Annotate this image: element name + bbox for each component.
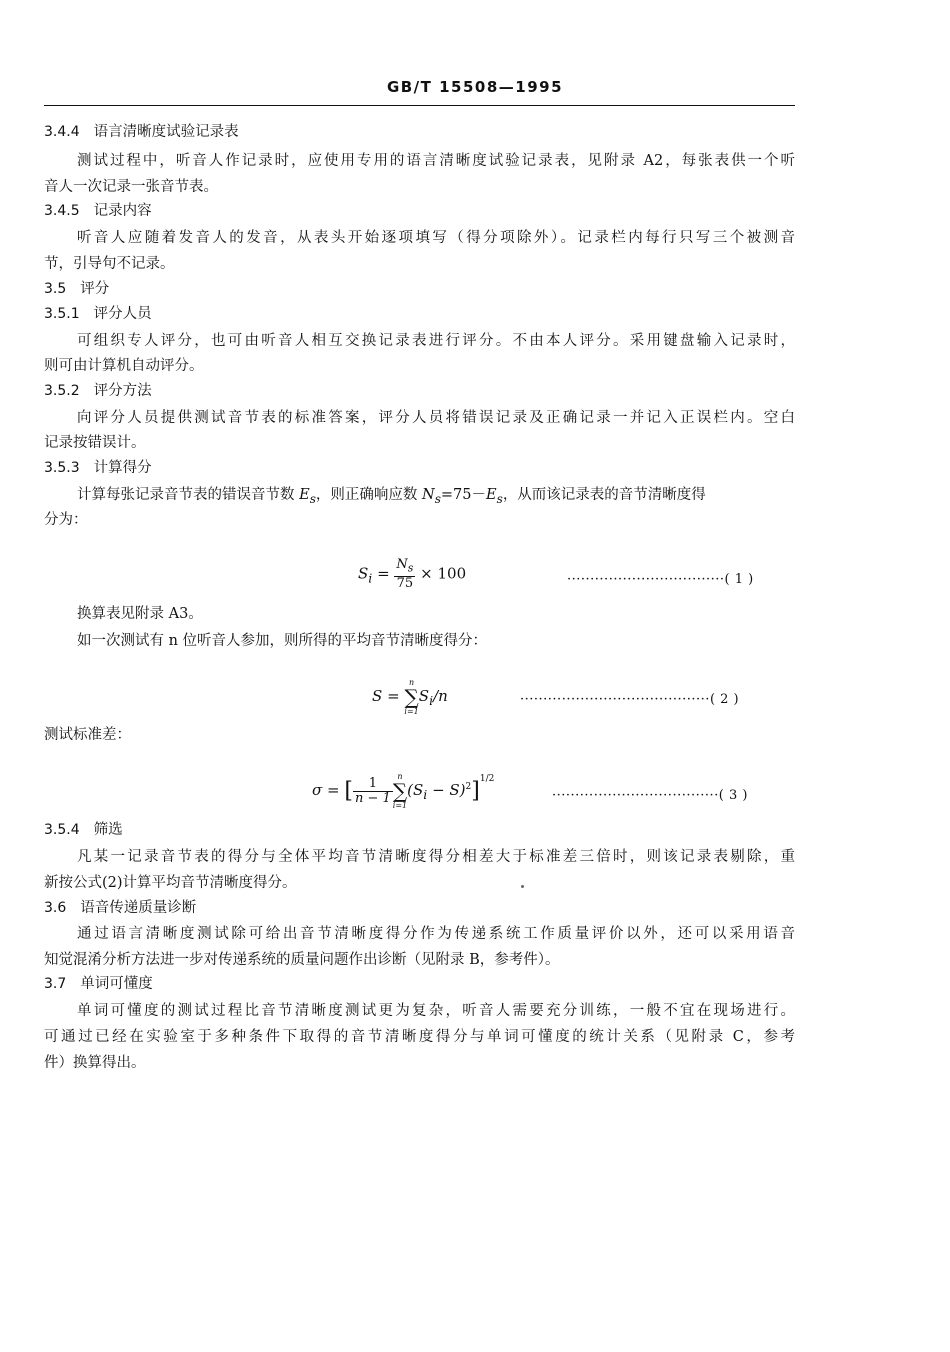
eq-rest: × 100 [420, 564, 467, 583]
paragraph-line: 知觉混淆分析方法进一步对传递系统的质量问题作出诊断（见附录 B，参考件）。 [44, 952, 560, 968]
heading-3-5 [44, 281, 109, 297]
sigma-icon: ∑ [404, 685, 419, 709]
subscript: s [496, 491, 503, 506]
heading-3-7 [44, 976, 153, 992]
paragraph-line: 测试标准差： [44, 727, 131, 743]
equation-number: ( 1 ) [724, 572, 754, 587]
eq-body-sub: i [423, 787, 428, 802]
paragraph-line: 分为： [44, 512, 88, 528]
square-exponent: 2 [465, 782, 472, 792]
heading-3-5-3 [44, 460, 152, 476]
section-number: 3.5.3 [44, 460, 80, 476]
eq-lhs: S [358, 564, 369, 583]
fraction-numerator [394, 558, 415, 577]
paragraph-line: 可通过已经在实验室于多种条件下取得的音节清晰度得分与单词可懂度的统计关系（见附录 C，参考 [44, 1029, 795, 1045]
text-run: =75－ [440, 487, 487, 503]
section-number: 3.5.4 [44, 822, 80, 838]
paragraph-line: 则可由计算机自动评分。 [44, 358, 204, 374]
section-title: 语音传递质量诊断 [80, 900, 197, 916]
paragraph-line: 向评分人员提供测试音节表的标准答案，评分人员将错误记录及正确记录一并记入正误栏内。空白 [77, 410, 795, 426]
eq-rest: /n [433, 687, 448, 705]
paragraph-line: 如一次测试有 n 位听音人参加，则所得的平均音节清晰度得分： [77, 633, 488, 649]
heading-3-4-5 [44, 203, 152, 219]
section-title: 单词可懂度 [80, 976, 153, 992]
heading-3-5-1 [44, 306, 152, 322]
section-number: 3.4.4 [44, 124, 80, 140]
paragraph-line: 件）换算得出。 [44, 1055, 146, 1071]
fraction [353, 777, 393, 806]
eq-equals: = [387, 687, 400, 705]
section-title: 筛选 [93, 822, 123, 838]
section-number: 3.4.5 [44, 203, 80, 219]
header-rule [44, 105, 795, 106]
paragraph-line: 换算表见附录 A3。 [77, 606, 203, 622]
paragraph-line: 音人一次记录一张音节表。 [44, 179, 218, 195]
summation-operator [393, 772, 407, 810]
section-title: 评分人员 [93, 306, 152, 322]
section-title: 评分 [80, 281, 110, 297]
section-number: 3.5.2 [44, 383, 80, 399]
equation-2 [372, 678, 448, 716]
eq-equals: = [377, 564, 390, 583]
paragraph-line: 单词可懂度的测试过程比音节清晰度测试更为复杂，听音人需要充分训练，一般不宜在现场进行。 [77, 1003, 795, 1019]
summation-operator [404, 678, 418, 716]
section-number: 3.7 [44, 976, 67, 992]
paragraph-line: 测试过程中，听音人作记录时，应使用专用的语言清晰度试验记录表，见附录 A2，每张表供一个听 [77, 153, 795, 169]
sum-upper-limit: n [409, 678, 415, 687]
section-title: 记录内容 [93, 203, 152, 219]
section-title: 计算得分 [93, 460, 152, 476]
section-number: 3.6 [44, 900, 67, 916]
numerator-sub: s [407, 561, 414, 575]
equation-leader: ····································( 3 ) [552, 788, 748, 803]
equation-number: ( 3 ) [718, 788, 748, 803]
eq-equals: = [327, 781, 340, 799]
sum-upper-limit: n [397, 772, 403, 781]
paragraph-line: 凡某一记录音节表的得分与全体平均音节清晰度得分相差大于标准差三倍时，则该记录表剔除，重 [77, 849, 795, 865]
heading-3-6 [44, 900, 196, 916]
left-bracket: [ [344, 778, 353, 804]
fraction-denominator [353, 792, 393, 806]
fraction-numerator: 1 [353, 777, 393, 792]
text-run: ，从而该记录表的音节清晰度得 [502, 487, 706, 503]
eq-lhs-sub: i [368, 570, 373, 586]
power-exponent: 1/2 [479, 774, 495, 784]
eq-lhs: S [372, 687, 383, 705]
paragraph-line [77, 487, 795, 507]
paragraph-line: 通过语言清晰度测试除可给出音节清晰度得分作为传递系统工作质量评价以外，还可以采用语音 [77, 926, 795, 942]
equation-leader: ··································( 1 ) [567, 572, 754, 587]
heading-3-5-2 [44, 383, 152, 399]
paragraph-line: 节，引导句不记录。 [44, 256, 175, 272]
sum-lower-limit: i=1 [404, 707, 419, 716]
right-bracket: ] [471, 778, 480, 804]
section-title: 评分方法 [93, 383, 152, 399]
sum-lower-limit: i=1 [392, 801, 408, 810]
variable: E [486, 487, 497, 503]
sigma-icon: ∑ [392, 779, 408, 803]
subscript: s [309, 491, 316, 506]
section-number: 3.5.1 [44, 306, 80, 322]
section-number: 3.5 [44, 281, 67, 297]
denominator-text: n − 1 [354, 790, 391, 806]
text-run: ，则正确响应数 [315, 487, 423, 503]
fraction [394, 558, 415, 591]
fraction-denominator: 75 [396, 575, 414, 591]
heading-3-5-4 [44, 822, 123, 838]
variable: E [299, 487, 310, 503]
equation-leader: ·········································( 2 ) [520, 692, 740, 707]
paragraph-line: 可组织专人评分，也可由听音人相互交换记录表进行评分。不由本人评分。采用键盘输入记录时， [77, 333, 795, 349]
subscript: s [434, 491, 441, 506]
section-title: 语言清晰度试验记录表 [93, 124, 239, 140]
equation-number: ( 2 ) [709, 692, 740, 707]
paragraph-line: 听音人应随着发音人的发音，从表头开始逐项填写（得分项除外）。记录栏内每行只写三个被测音 [77, 230, 795, 246]
page-header: GB/T 15508—1995 [386, 78, 564, 96]
variable: N [422, 487, 435, 503]
eq-body-sub: i [429, 693, 434, 708]
text-run: 计算每张记录音节表的错误音节数 [77, 487, 300, 503]
paragraph-line: 新按公式(2)计算平均音节清晰度得分。 [44, 875, 297, 891]
eq-lhs: σ [312, 781, 323, 799]
numerator-var: N [396, 557, 408, 572]
equation-1 [358, 558, 466, 591]
eq-body: S [418, 687, 430, 705]
eq-body-rest: − S) [427, 781, 466, 799]
heading-3-4-4 [44, 124, 239, 140]
paragraph-line: 记录按错误计。 [44, 435, 146, 451]
scan-speck [521, 885, 524, 888]
equation-3 [312, 772, 494, 810]
eq-body: (S [407, 781, 424, 799]
